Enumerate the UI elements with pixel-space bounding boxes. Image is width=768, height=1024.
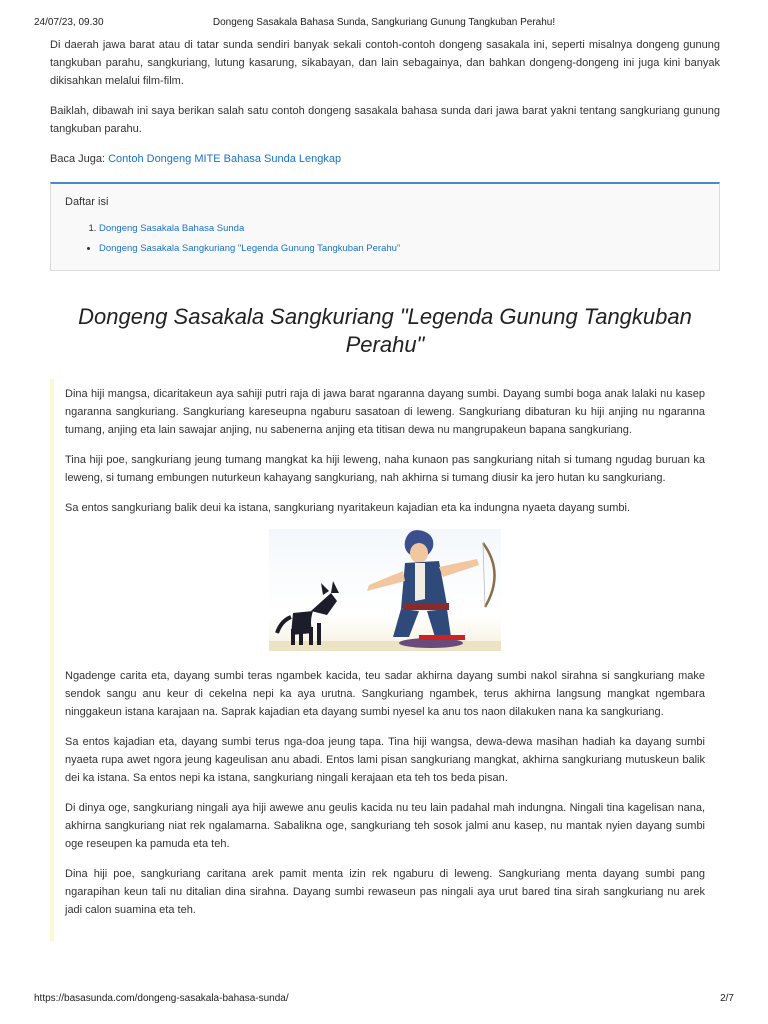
intro-paragraph: Baiklah, dibawah ini saya berikan salah satu contoh dongeng sasakala bahasa sunda dari jawa barat yakni tentang sangkuriang gunung tangkuban parahu. xyxy=(50,105,720,135)
intro-paragraph: Di daerah jawa barat atau di tatar sunda sendiri banyak sekali contoh-contoh dongeng sasakala ini, seperti misalnya dongeng gunung tangkuban parahu, sangkuriang, lutung kasarung, sikabayan, dan lain sebagainya, dan bahkan dongeng-dongeng ini juga kini banyak dikisahkan melalui film-film. xyxy=(50,39,720,87)
story-paragraph: Sa entos kajadian eta, dayang sumbi terus nga-doa jeung tapa. Tina hiji wangsa, dewa-dewa masihan hadiah ka dayang sumbi nyaeta rupa awet ngora jeung kageulisan anu abadi. Entos lami pisan sangkuriang mangkat, akhirna sangkuriang mutuskeun balik dei ka istana. Sa entos nepi ka istana, sangkuriang ningali kerajaan eta teh tos beda pisan. xyxy=(65,736,705,784)
sangkuriang-and-dog-illustration xyxy=(269,529,501,651)
toc-link[interactable]: Dongeng Sasakala Bahasa Sunda xyxy=(99,223,245,234)
intro-section xyxy=(50,36,720,168)
story-section xyxy=(50,379,720,941)
toc-item xyxy=(99,240,705,258)
print-date: 24/07/23, 09.30 xyxy=(34,17,104,28)
print-url: https://basasunda.com/dongeng-sasakala-bahasa-sunda/ xyxy=(34,993,289,1004)
print-title: Dongeng Sasakala Bahasa Sunda, Sangkuriang Gunung Tangkuban Perahu! xyxy=(212,17,556,28)
story-paragraph: Tina hiji poe, sangkuriang jeung tumang mangkat ka hiji leweng, naha kunaon pas sangkuriang nitah si tumang ngudag buruan ka leweng, si tumang embungen nuturkeun kahayang sangkuriang, nah akhirna si tumang diusir ka jero hutan ku sangkuriang. xyxy=(65,454,705,484)
toc-sublist xyxy=(65,240,705,258)
page-number: 2/7 xyxy=(720,993,734,1004)
page-content xyxy=(50,36,720,941)
toc-link[interactable]: Dongeng Sasakala Sangkuriang "Legenda Gunung Tangkuban Perahu" xyxy=(99,243,401,254)
story-paragraph: Sa entos sangkuriang balik deui ka istana, sangkuriang nyaritakeun kajadian eta ka indungna nyaeta dayang sumbi. xyxy=(65,502,631,514)
print-footer xyxy=(34,993,734,1007)
story-paragraph: Dina hiji poe, sangkuriang caritana arek pamit menta izin rek ngaburu di leweng. Sangkuriang menta dayang sumbi pang ngarapihan keun tali nu ditalian dina sirahna. Dayang sumbi rewaseun pas ningali aya urut bared tina sirah sangkuriang nu arek jadi calon suamina eta teh. xyxy=(65,868,705,916)
toc-item xyxy=(99,220,705,238)
toc-list xyxy=(65,220,705,238)
print-header xyxy=(34,17,734,31)
story-paragraph: Di dinya oge, sangkuriang ningali aya hiji awewe anu geulis kacida nu teu lain padahal mah indungna. Ningali tina kagelisan nana, akhirna sangkuriang niat rek ngalamarna. Sabalikna oge, sangkuriang teh sosok jalmi anu kasep, nu mantak nyien dayang sumbi oge reseupen ka pamuda eta teh. xyxy=(65,802,705,850)
table-of-contents xyxy=(50,182,720,271)
illustration-graphic xyxy=(269,529,501,651)
article-title: Dongeng Sasakala Sangkuriang "Legenda Gunung Tangkuban Perahu" xyxy=(78,304,692,357)
story-paragraph: Dina hiji mangsa, dicaritakeun aya sahiji putri raja di jawa barat ngaranna dayang sumbi. Dayang sumbi boga anak lalaki nu kasep ngaranna sangkuriang. Sangkuriang kareseupna ngaburu sasatoan di leweng. Sangkuriang dibaturan ku hiji anjing nu ngaranna tumang, anjing eta lain sawajar anjing, nu sabenerna anjing eta titisan dewa nu mangrupakeun bapana sangkuriang. xyxy=(65,388,705,436)
read-also-label: Baca Juga: xyxy=(50,153,109,165)
toc-title: Daftar isi xyxy=(65,196,109,208)
read-also-link[interactable]: Contoh Dongeng MITE Bahasa Sunda Lengkap xyxy=(108,153,342,165)
story-paragraph: Ngadenge carita eta, dayang sumbi teras ngambek kacida, teu sadar akhirna dayang sumbi nakol sirahna si sangkuriang make sendok sangu anu keur di cekelna nepi ka aya urutna. Sangkuriang ngambek, terus akhirna langsung mangkat ngembara ninggakeun istana karajaan na. Saprak kajadian eta dayang sumbi nyesel ka anu tos naon dilakuken nana ka sangkuriang. xyxy=(65,670,705,718)
read-also xyxy=(50,150,720,168)
